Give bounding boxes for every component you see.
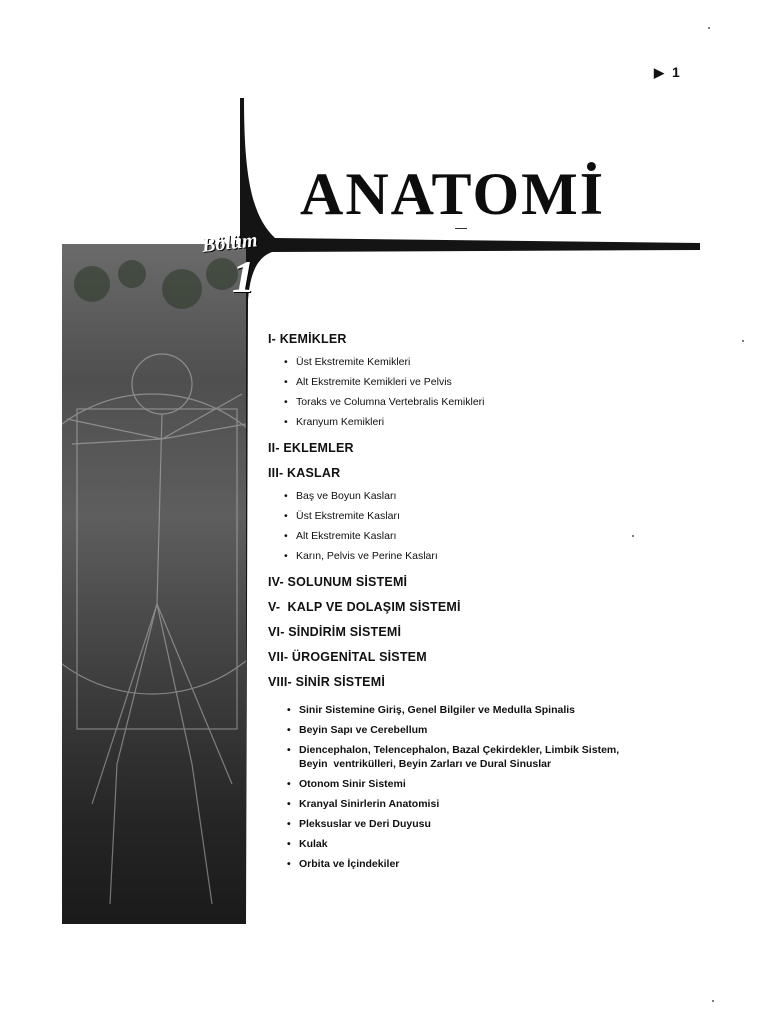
toc-section-8: VIII- SİNİR SİSTEMİ [268,675,386,689]
toc-section-1-list [268,355,738,435]
chapter-title: ANATOMİ [300,161,606,227]
list-item: • Karın, Pelvis ve Perine Kasları [284,549,738,569]
list-item: • Alt Ekstremite Kemikleri ve Pelvis [284,375,738,395]
list-item: • Pleksuslar ve Deri Duyusu [287,817,738,837]
list-item: • Alt Ekstremite Kasları [284,529,738,549]
list-item: • Kranyum Kemikleri [284,415,738,435]
list-item: • Baş ve Boyun Kasları [284,489,738,509]
chapter-number: 1 [232,251,255,302]
toc-section-8-list [268,703,738,877]
table-of-contents [268,330,738,881]
toc-section-6: VI- SİNDİRİM SİSTEMİ [268,625,402,639]
scan-speck [742,340,744,342]
vitruvian-figure [62,244,246,924]
list-item: • Otonom Sinir Sistemi [287,777,738,797]
title-dash [455,228,467,229]
triangle-right-icon: ▶ [654,65,664,80]
toc-section-5: V- KALP VE DOLAŞIM SİSTEMİ [268,600,461,614]
toc-section-4: IV- SOLUNUM SİSTEMİ [268,575,408,589]
scan-speck [632,535,634,537]
scan-speck [712,1000,714,1002]
chapter-label: Bölüm [200,229,259,257]
page-number: ▶ 1 [654,64,680,80]
list-item: • Üst Ekstremite Kasları [284,509,738,529]
vitruvian-man-image [62,244,246,924]
list-item: • Kranyal Sinirlerin Anatomisi [287,797,738,817]
list-item: • Üst Ekstremite Kemikleri [284,355,738,375]
list-item: • Beyin Sapı ve Cerebellum [287,723,738,743]
list-item-line: • Diencephalon, Telencephalon, Bazal Çekirdekler, Limbik Sistem, [299,744,620,756]
toc-section-3-list [268,489,738,569]
list-item: • Toraks ve Columna Vertebralis Kemikleri [284,395,738,415]
list-item: • Kulak [287,837,738,857]
toc-section-3: III- KASLAR [268,466,341,480]
scan-speck [708,27,710,29]
toc-section-1: I- KEMİKLER [268,332,347,346]
list-item [287,743,738,777]
toc-section-2: II- EKLEMLER [268,441,354,455]
list-item-line: Beyin ventrikülleri, Beyin Zarları ve Dural Sinuslar [299,758,552,770]
toc-section-7: VII- ÜROGENİTAL SİSTEM [268,650,427,664]
list-item: • Sinir Sistemine Giriş, Genel Bilgiler ve Medulla Spinalis [287,703,738,723]
list-item: • Orbita ve İçindekiler [287,857,738,877]
